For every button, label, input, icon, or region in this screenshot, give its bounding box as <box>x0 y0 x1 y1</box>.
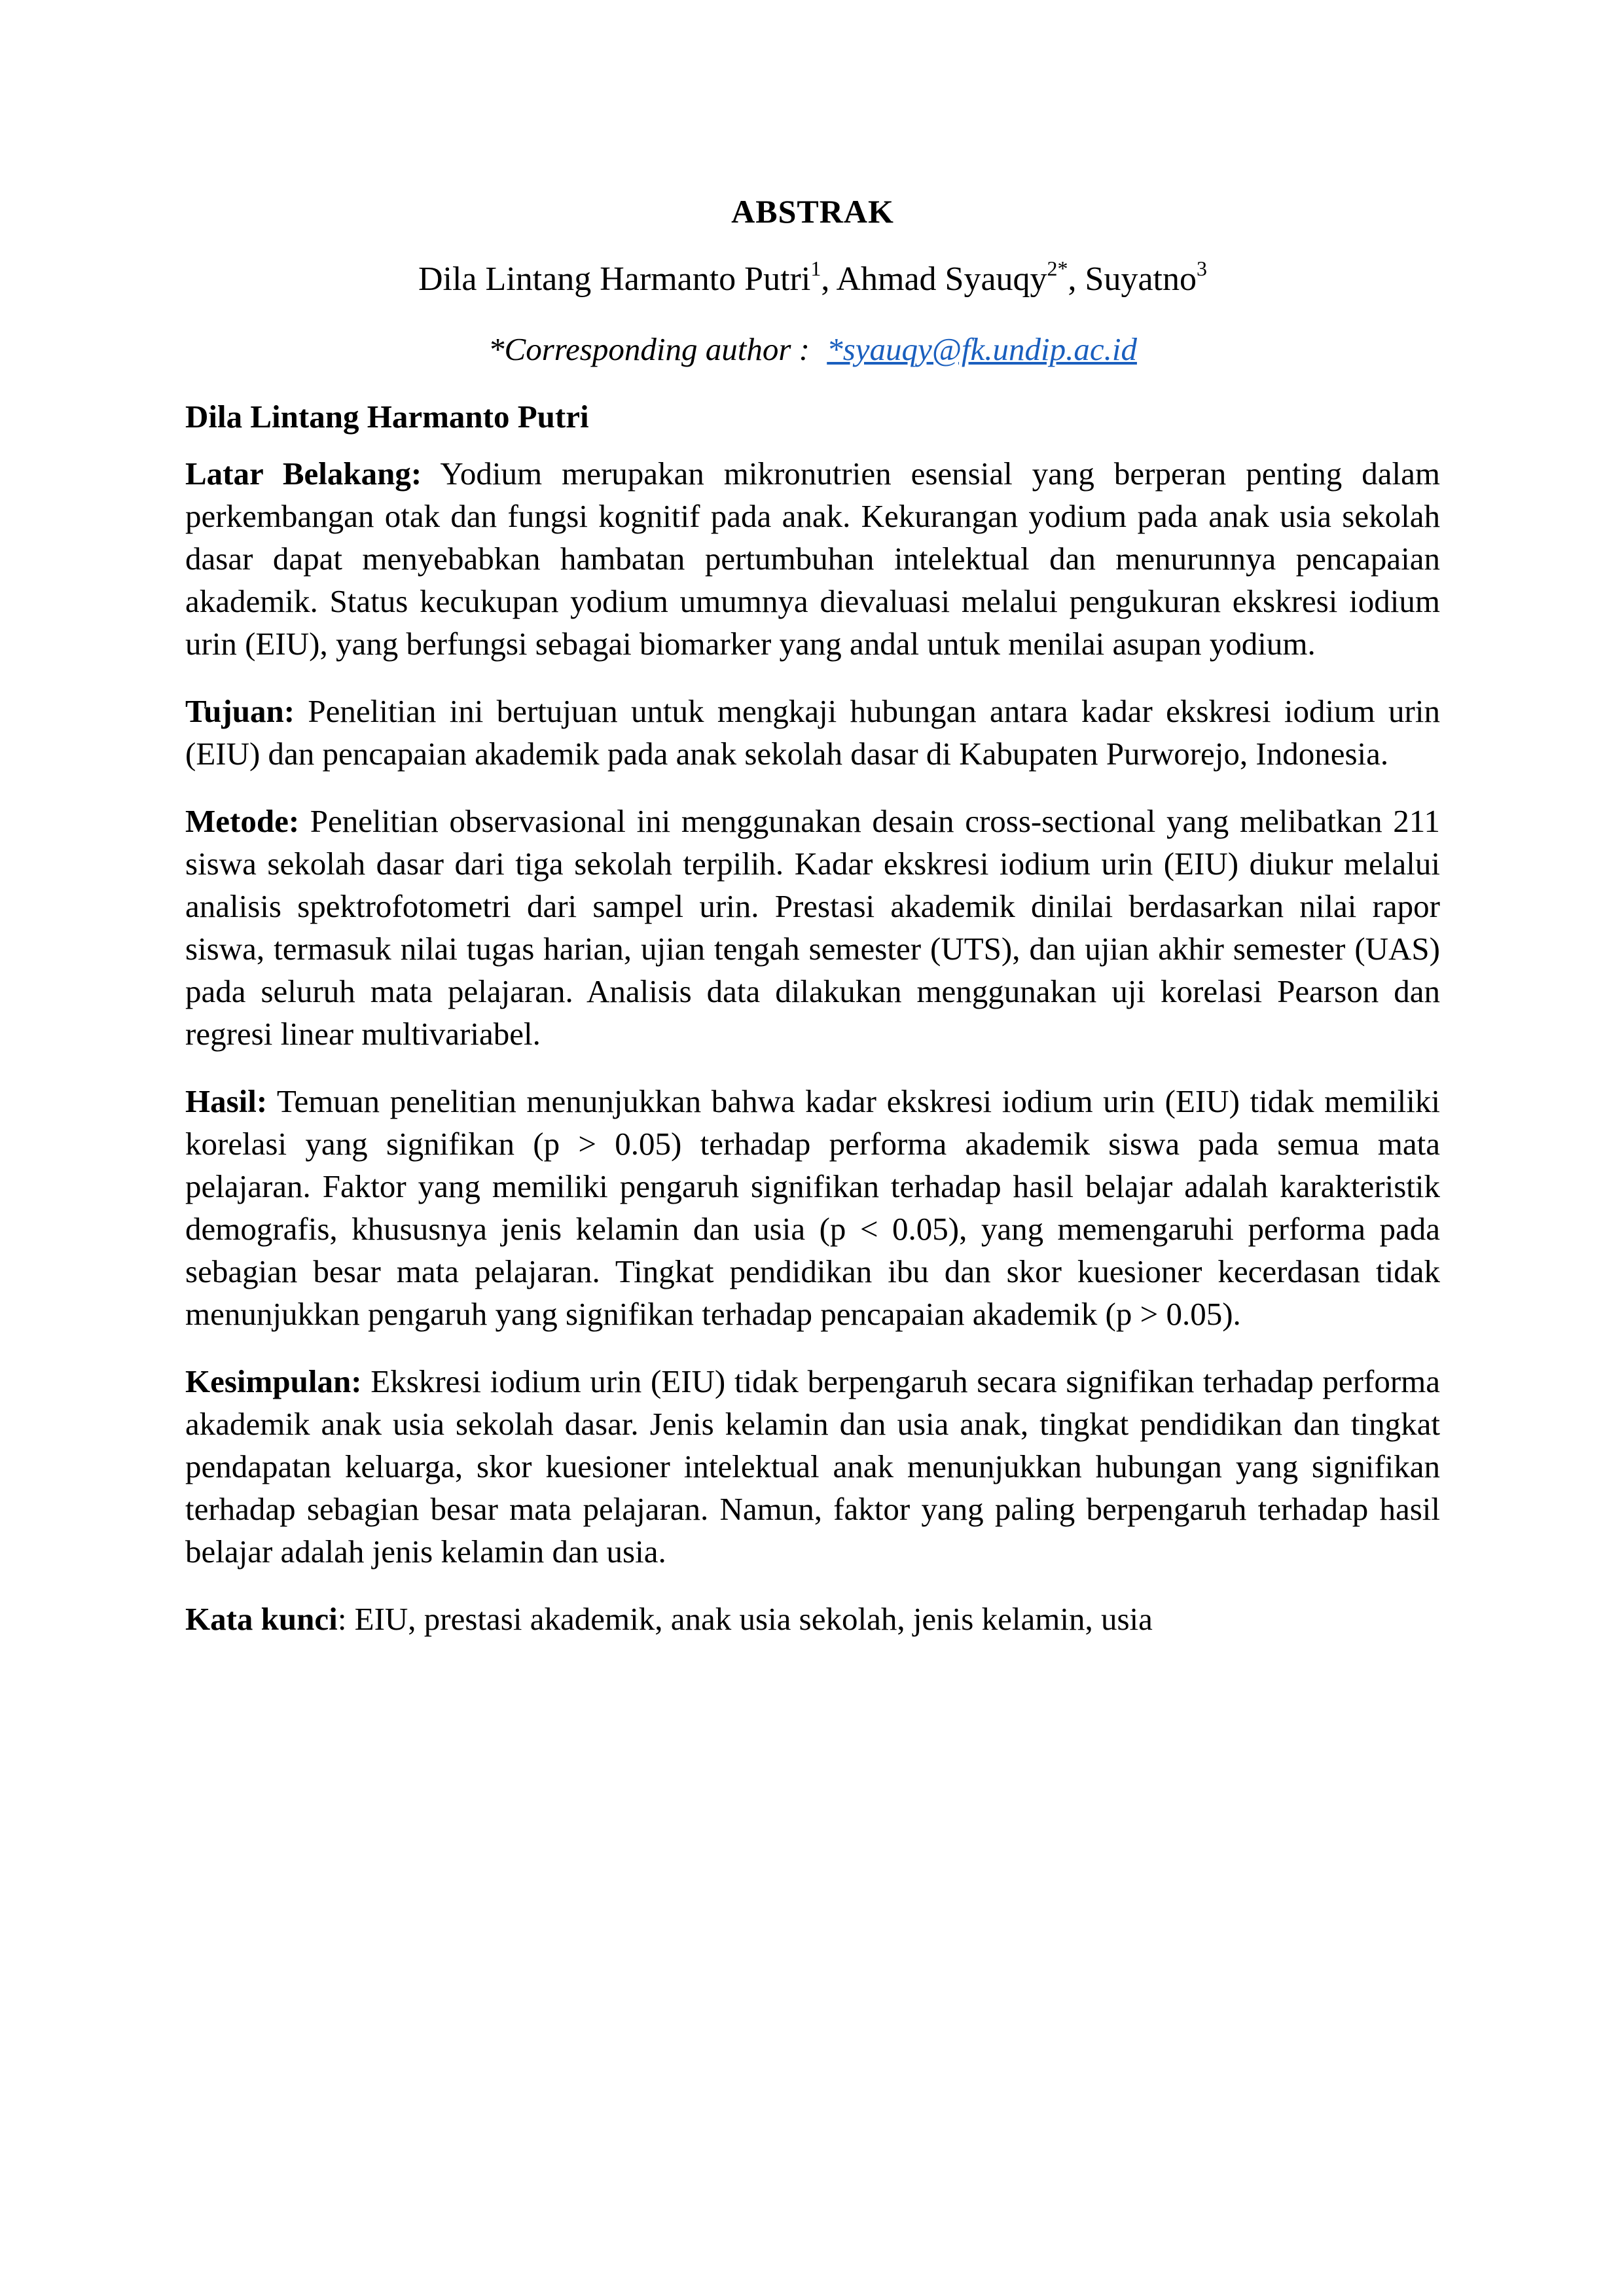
section-text-kesimpulan: Ekskresi iodium urin (EIU) tidak berpengaruh secara signifikan terhadap performa akademik anak usia sekolah dasar. Jenis kelamin dan usia anak, tingkat pendidikan dan tingkat pendapatan keluarga, skor kuesioner intelektual anak menunjukkan hubungan yang signifikan terhadap sebagian besar mata pelajaran. Namun, faktor yang paling berpengaruh terhadap hasil belajar adalah jenis kelamin dan usia. <box>185 1363 1440 1570</box>
section-label-metode: Metode: <box>185 803 300 839</box>
keywords-text: : EIU, prestasi akademik, anak usia sekolah, jenis kelamin, usia <box>337 1601 1153 1637</box>
abstract-paragraph-kesimpulan <box>185 1360 1440 1573</box>
section-label-kesimpulan: Kesimpulan: <box>185 1363 362 1399</box>
corresponding-author-email-link[interactable]: *syauqy@fk.undip.ac.id <box>827 331 1137 367</box>
author-superscript-3: 3 <box>1197 257 1207 280</box>
author-separator-1: , <box>821 260 837 298</box>
page-title: ABSTRAK <box>731 193 894 230</box>
author-heading: Dila Lintang Harmanto Putri <box>185 399 589 435</box>
author-separator-2: , <box>1068 260 1085 298</box>
section-text-tujuan: Penelitian ini bertujuan untuk mengkaji hubungan antara kadar ekskresi iodium urin (EIU) dan pencapaian akademik pada anak sekolah dasar di Kabupaten Purworejo, Indonesia. <box>185 693 1440 772</box>
section-label-tujuan: Tujuan: <box>185 693 295 729</box>
abstract-paragraph-tujuan <box>185 690 1440 775</box>
abstract-paragraph-hasil <box>185 1080 1440 1335</box>
author-superscript-2: 2* <box>1047 257 1068 280</box>
abstract-paragraph-latar-belakang <box>185 452 1440 665</box>
author-superscript-1: 1 <box>810 257 821 280</box>
keywords-line <box>185 1598 1440 1640</box>
authors-line <box>185 258 1440 301</box>
section-text-metode: Penelitian observasional ini menggunakan desain cross-sectional yang melibatkan 211 siswa sekolah dasar dari tiga sekolah terpilih. Kadar ekskresi iodium urin (EIU) diukur melalui analisis spektrofotometri dari sampel urin. Prestasi akademik dinilai berdasarkan nilai rapor siswa, termasuk nilai tugas harian, ujian tengah semester (UTS), dan ujian akhir semester (UAS) pada seluruh mata pelajaran. Analisis data dilakukan menggunakan uji korelasi Pearson dan regresi linear multivariabel. <box>185 803 1440 1052</box>
abstract-content <box>185 191 1440 1640</box>
section-label-hasil: Hasil: <box>185 1083 268 1119</box>
abstract-paragraph-metode <box>185 800 1440 1055</box>
corresponding-author-prefix: *Corresponding author : <box>488 331 818 367</box>
keywords-label: Kata kunci <box>185 1601 338 1637</box>
author-name-2: Ahmad Syauqy <box>836 260 1047 298</box>
section-label-latar-belakang: Latar Belakang: <box>185 456 422 492</box>
author-name-1: Dila Lintang Harmanto Putri <box>418 260 811 298</box>
section-text-hasil: Temuan penelitian menunjukkan bahwa kadar ekskresi iodium urin (EIU) tidak memiliki korelasi yang signifikan (p > 0.05) terhadap performa akademik siswa pada semua mata pelajaran. Faktor yang memiliki pengaruh signifikan terhadap hasil belajar adalah karakteristik demografis, khususnya jenis kelamin dan usia (p < 0.05), yang memengaruhi performa pada sebagian besar mata pelajaran. Tingkat pendidikan ibu dan skor kuesioner kecerdasan tidak menunjukkan pengaruh yang signifikan terhadap pencapaian akademik (p > 0.05). <box>185 1083 1440 1332</box>
section-text-latar-belakang: Yodium merupakan mikronutrien esensial yang berperan penting dalam perkembangan otak dan fungsi kognitif pada anak. Kekurangan yodium pada anak usia sekolah dasar dapat menyebabkan hambatan pertumbuhan intelektual dan menurunnya pencapaian akademik. Status kecukupan yodium umumnya dievaluasi melalui pengukuran ekskresi iodium urin (EIU), yang berfungsi sebagai biomarker yang andal untuk menilai asupan yodium. <box>185 456 1440 662</box>
corresponding-author-line <box>185 329 1440 370</box>
author-name-3: Suyatno <box>1085 260 1197 298</box>
